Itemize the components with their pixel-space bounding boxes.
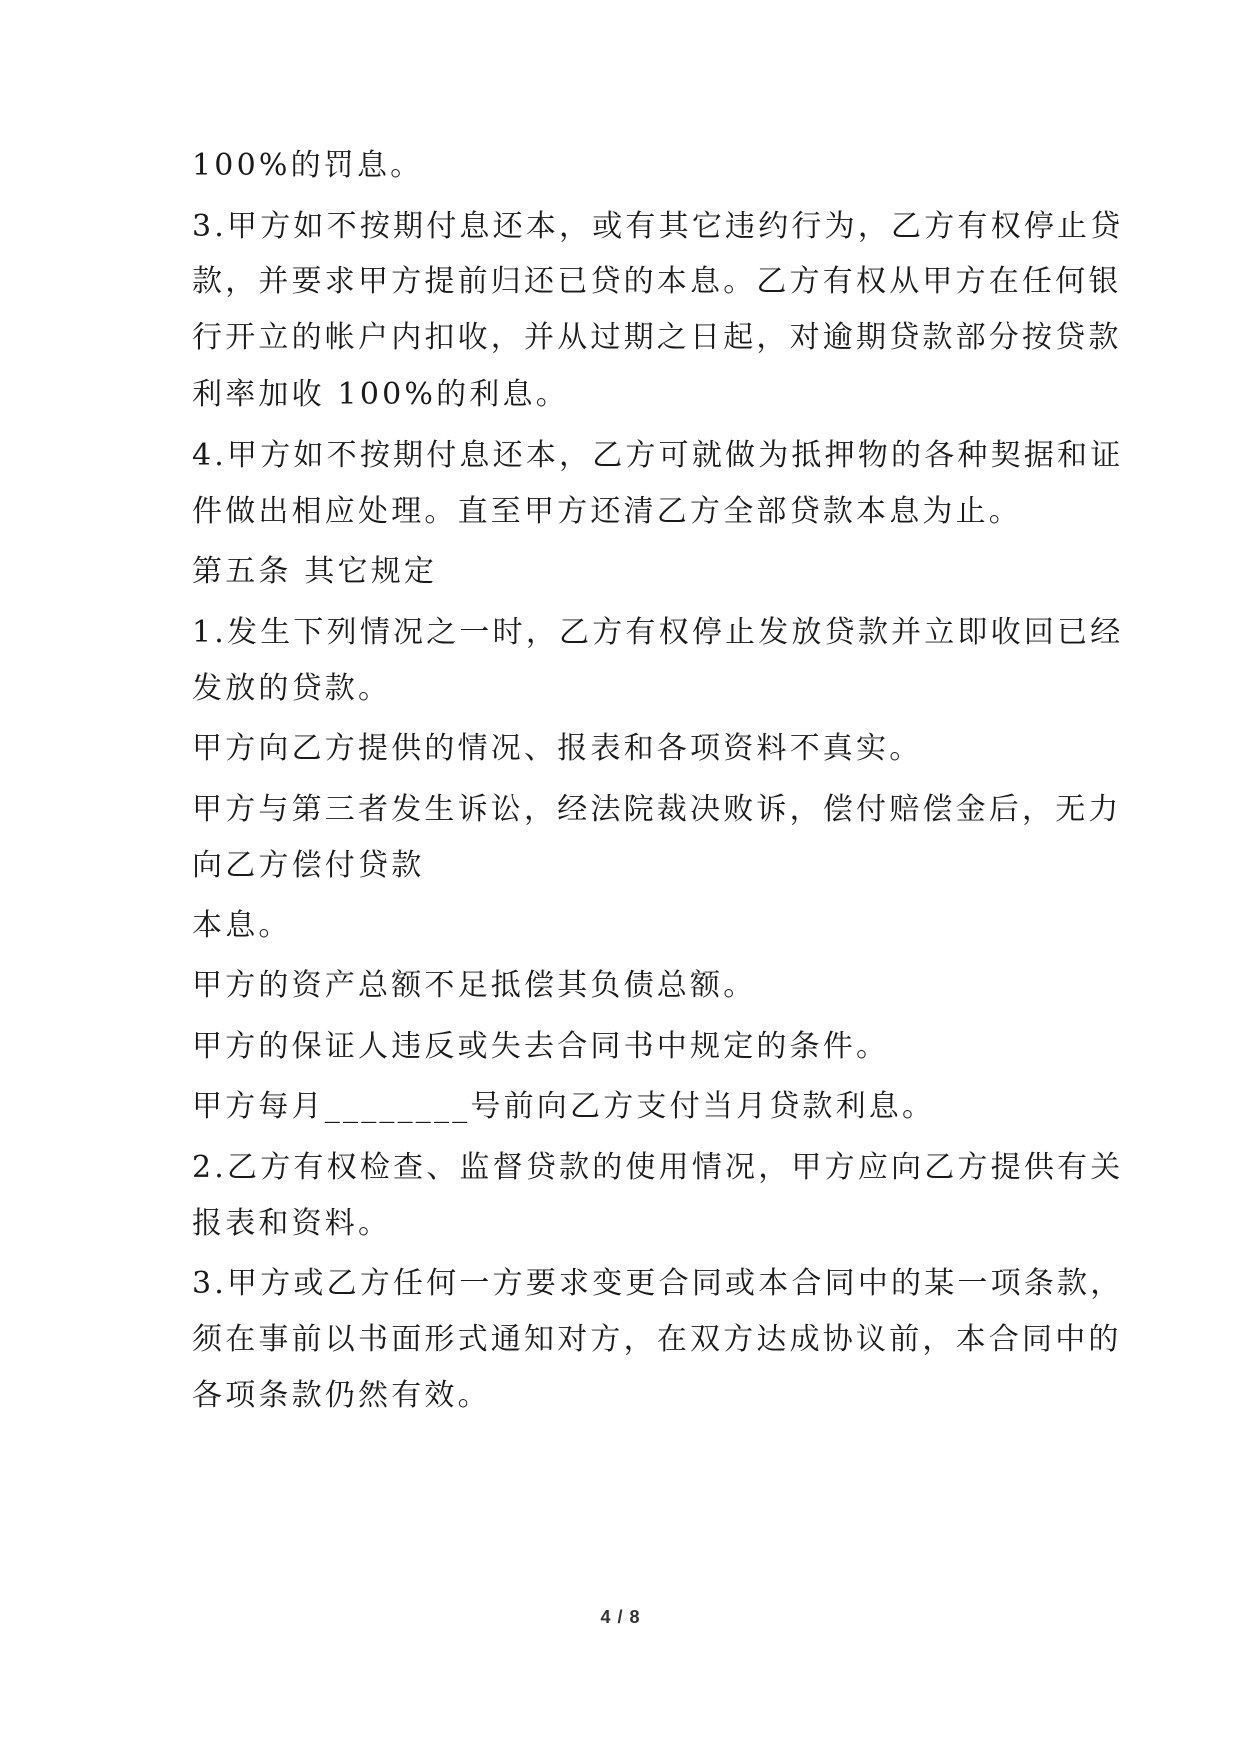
text-line: 1.发生下列情况之一时，乙方有权停止发放贷款并立即收回已经 — [192, 615, 1124, 650]
text-line: 件做出相应处理。直至甲方还清乙方全部贷款本息为止。 — [192, 494, 1022, 529]
text-line: 本息。 — [192, 908, 292, 943]
text-line: 向乙方偿付贷款 — [192, 848, 425, 883]
text-line: 100%的罚息。 — [192, 148, 424, 183]
text-line: 4.甲方如不按期付息还本，乙方可就做为抵押物的各种契据和证 — [192, 438, 1124, 473]
text-line: 甲方与第三者发生诉讼，经法院裁决败诉，偿付赔偿金后，无力 — [192, 792, 1122, 827]
text-line: 须在事前以书面形式通知对方，在双方达成协议前，本合同中的 — [192, 1322, 1122, 1357]
text-line: 报表和资料。 — [192, 1206, 392, 1241]
text-line: 发放的贷款。 — [192, 671, 392, 706]
text-line: 各项条款仍然有效。 — [192, 1378, 491, 1413]
text-line: 甲方的保证人违反或失去合同书中规定的条件。 — [192, 1029, 890, 1064]
text-line: 甲方的资产总额不足抵偿其负债总额。 — [192, 968, 757, 1003]
text-line: 3.甲方如不按期付息还本，或有其它违约行为，乙方有权停止贷 — [192, 209, 1124, 244]
text-line: 行开立的帐户内扣收，并从过期之日起，对逾期贷款部分按贷款 — [192, 320, 1122, 355]
text-line: 2.乙方有权检查、监督贷款的使用情况，甲方应向乙方提供有关 — [192, 1150, 1124, 1185]
text-line: 3.甲方或乙方任何一方要求变更合同或本合同中的某一项条款， — [192, 1266, 1124, 1301]
text-line: 款，并要求甲方提前归还已贷的本息。乙方有权从甲方在任何银 — [192, 264, 1122, 299]
text-line: 甲方向乙方提供的情况、报表和各项资料不真实。 — [192, 731, 923, 766]
text-line: 利率加收 100%的利息。 — [192, 377, 569, 412]
page-number: 4 / 8 — [600, 1607, 641, 1627]
section-heading: 第五条 其它规定 — [192, 554, 438, 589]
text-line: 甲方每月________号前向乙方支付当月贷款利息。 — [192, 1089, 936, 1124]
